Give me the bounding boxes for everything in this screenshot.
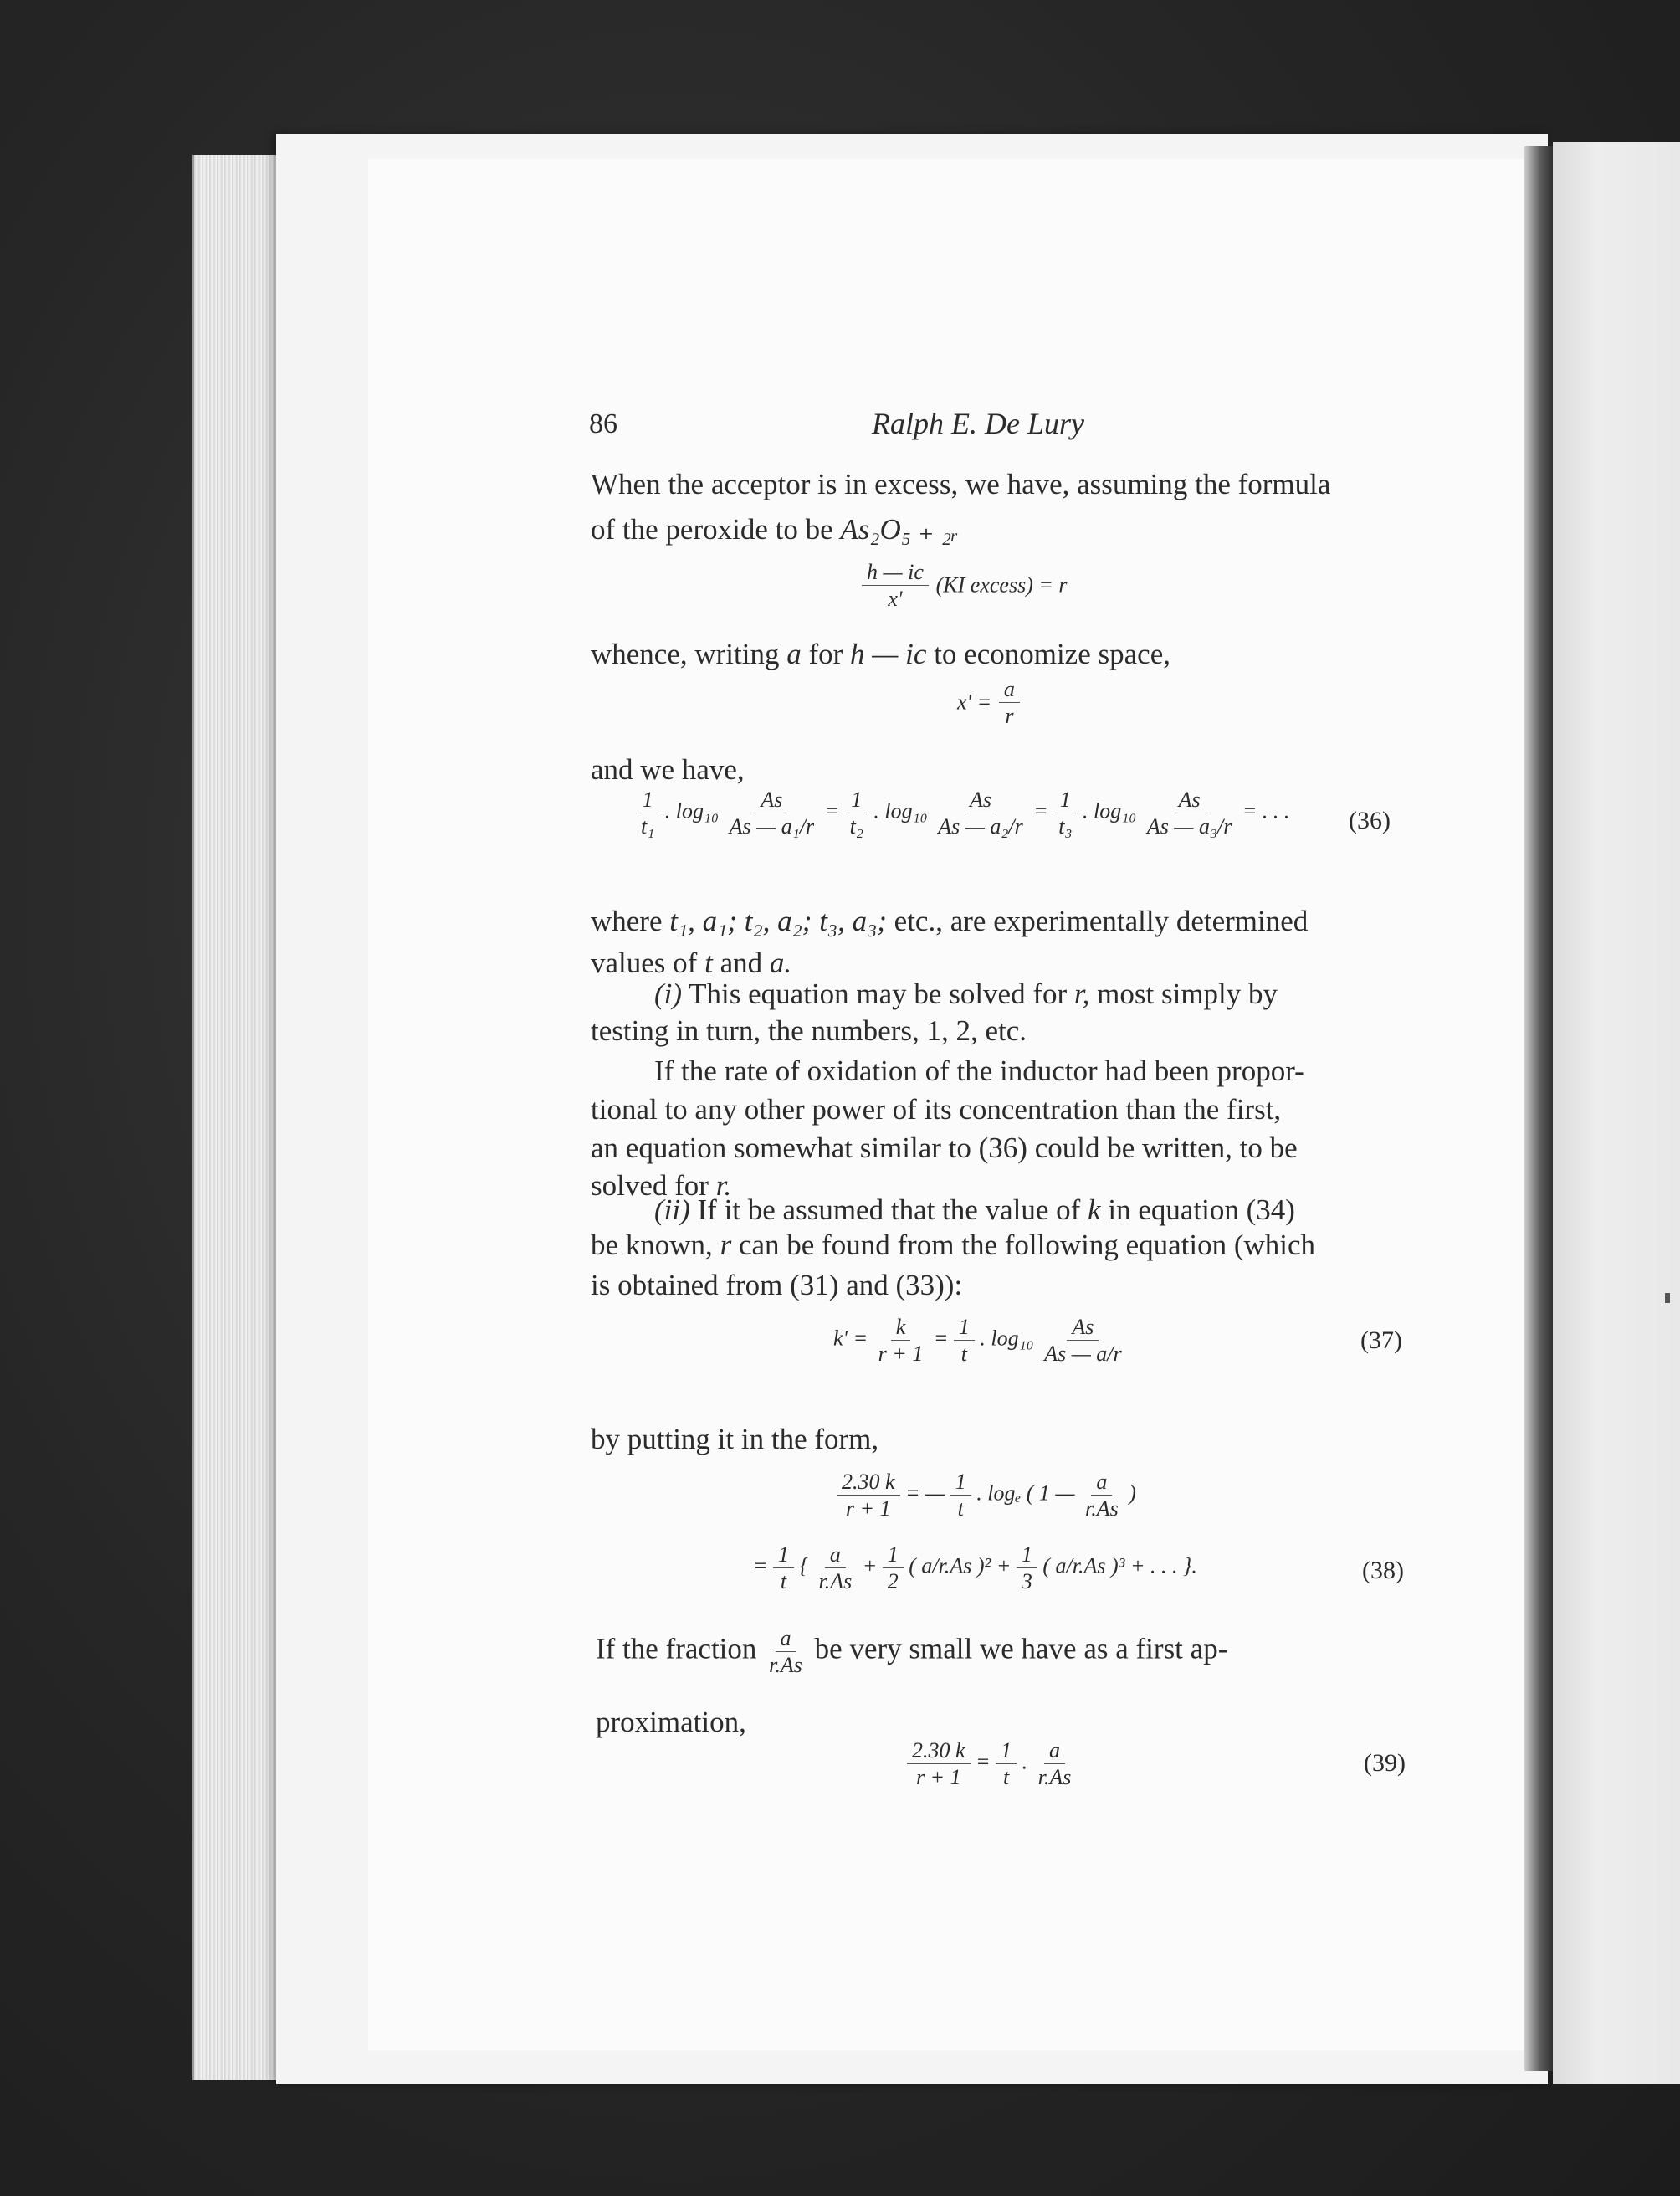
body-line: where t₁, a₁; t₂, a₂; t₃, a₃; etc., are experimentally determined — [591, 905, 1309, 937]
equation-38-line2: = $\frac{1}{t}$ { $\frac{a}{r.As}$ + $\frac{1}{2}$ ( a/r.As )² + $\frac{1}{3}$ ( a/r.As )³ + . . . }. — [753, 1542, 1197, 1594]
running-head: Ralph E. De Lury — [872, 407, 1084, 440]
body-line: an equation somewhat similar to (36) could be written, to be — [591, 1131, 1298, 1164]
body-line: solved for r. — [591, 1169, 732, 1202]
body-line: tional to any other power of its concentration than the first, — [591, 1093, 1282, 1126]
equation-excess: $\frac{h — ic}{x'}$ (KI excess) = r — [862, 559, 1068, 612]
equation-number-39: (39) — [1364, 1749, 1406, 1777]
body-line: is obtained from (31) and (33)): — [591, 1269, 963, 1301]
equation-38-line1: $\frac{2.30 k}{r + 1}$ = — $\frac{1}{t}$ . logₑ ( 1 — $\frac{a}{r.As}$ ) — [837, 1469, 1136, 1521]
body-line: When the acceptor is in excess, we have, assuming the formula — [591, 468, 1331, 500]
equation-number-38: (38) — [1362, 1557, 1404, 1584]
body-line: proximation, — [596, 1706, 746, 1738]
body-line: of the peroxide to be As₂O₅ ₊ ₂ᵣ — [591, 513, 959, 546]
body-line: values of t and a. — [591, 947, 792, 979]
equation-number-37: (37) — [1360, 1326, 1402, 1354]
equation-number-36: (36) — [1349, 807, 1391, 834]
body-line: If the rate of oxidation of the inductor had been propor- — [654, 1054, 1304, 1087]
body-line: testing in turn, the numbers, 1, 2, etc. — [591, 1014, 1027, 1047]
facing-page — [1553, 142, 1680, 2084]
equation-37: k' = $\frac{k}{r + 1}$ = $\frac{1}{t}$ . log₁₀ $\frac{As}{As — a/r}$ — [833, 1315, 1122, 1367]
body-line: by putting it in the form, — [591, 1423, 879, 1455]
page-number: 86 — [589, 408, 617, 439]
equation-x-prime: x' = $\frac{a}{r}$ — [957, 676, 1020, 729]
body-line: be known, r can be found from the following equation (which — [591, 1229, 1316, 1261]
body-line: (i) This equation may be solved for r, most simply by — [654, 977, 1278, 1010]
body-line: and we have, — [591, 753, 745, 786]
body-line: whence, writing a for h — ic to economize space, — [591, 638, 1170, 670]
peroxide-formula: As₂O₅ ₊ ₂ᵣ — [840, 513, 959, 546]
equation-36: $\frac{1}{\text{t₁}}$ . log₁₀ $\frac{As}{\text{As — a₁/r}}$ = $\frac{1}{\text{t₂}}$ . log₁₀ $\frac{As}{\text{As — a₂/r}}$ = $\frac{1}{\text{t₃}}$ . log₁₀ $\frac{As}{\text{As — a₃/r}}$ = . . . — [636, 787, 1289, 839]
book-gutter — [1524, 146, 1553, 2071]
body-line: If the fraction $\frac{a}{r.As}$ be very small we have as a first ap- — [596, 1626, 1228, 1678]
equation-39: $\frac{2.30 k}{r + 1}$ = $\frac{1}{t}$ . $\frac{a}{r.As}$ — [907, 1737, 1076, 1790]
body-line: (ii) If it be assumed that the value of k in equation (34) — [654, 1193, 1295, 1226]
facing-page-mark — [1665, 1293, 1670, 1303]
